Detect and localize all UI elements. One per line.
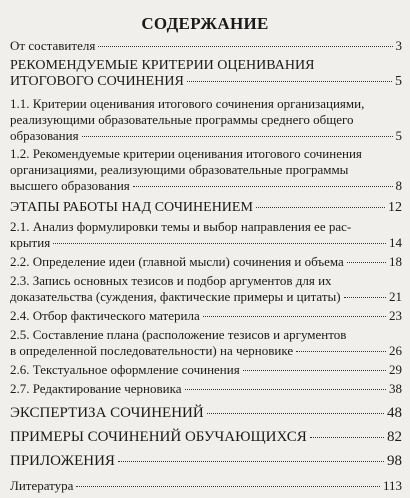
page-number: 26 — [389, 343, 402, 358]
entry-title: высшего образования — [10, 178, 130, 193]
toc-entry-1-2[interactable] — [10, 146, 402, 194]
entry-title: 2.6. Текстуальное оформление сочинения — [10, 362, 240, 377]
entry-title: ЭКСПЕРТИЗА СОЧИНЕНИЙ — [10, 405, 204, 421]
page-number: 82 — [387, 429, 402, 445]
entry-title-line: 1.1. Критерии оценивания итогового сочинения организациями, — [10, 96, 365, 111]
toc-entry-stages[interactable] — [10, 200, 402, 216]
page-number: 5 — [395, 74, 402, 89]
dot-leader — [133, 186, 393, 187]
entry-title: 2.4. Отбор фактического материла — [10, 308, 200, 323]
entry-title: От составителя — [10, 38, 96, 53]
dot-leader — [203, 316, 386, 317]
dot-leader — [185, 389, 387, 390]
dot-leader — [82, 136, 393, 137]
page-number: 8 — [395, 178, 402, 193]
entry-title: крытия — [10, 235, 51, 250]
toc-entry-examples[interactable] — [10, 429, 402, 445]
page-number: 3 — [395, 38, 402, 53]
toc-entry-2-3[interactable] — [10, 273, 402, 305]
page-number: 113 — [382, 478, 402, 493]
page-number: 23 — [389, 308, 402, 323]
entry-title: ПРИЛОЖЕНИЯ — [10, 453, 115, 469]
entry-title: в определенной последовательности) на черновике — [10, 343, 294, 358]
page-number: 18 — [389, 254, 402, 269]
entry-title: образования — [10, 128, 79, 143]
entry-title: ИТОГОВОГО СОЧИНЕНИЯ — [10, 74, 184, 89]
toc-entry-criteria[interactable] — [10, 58, 402, 90]
dot-leader — [76, 486, 380, 487]
toc-entry-literature[interactable] — [10, 478, 402, 494]
dot-leader — [98, 46, 392, 47]
page-number: 14 — [389, 235, 402, 250]
table-of-contents — [10, 38, 402, 494]
toc-entry-2-2[interactable] — [10, 254, 402, 270]
toc-entry-2-1[interactable] — [10, 219, 402, 251]
entry-title-line: 2.1. Анализ формулировки темы и выбор направления ее рас- — [10, 219, 352, 234]
toc-entry-appendices[interactable] — [10, 453, 402, 469]
toc-entry-2-6[interactable] — [10, 362, 402, 378]
entry-title: 2.2. Определение идеи (главной мысли) сочинения и объема — [10, 254, 344, 269]
toc-entry-1-1[interactable] — [10, 96, 402, 144]
entry-title-line: реализующими образовательные программы среднего общего — [10, 112, 354, 127]
dot-leader — [344, 297, 386, 298]
page-number: 5 — [395, 128, 402, 143]
entry-title: ПРИМЕРЫ СОЧИНЕНИЙ ОБУЧАЮЩИХСЯ — [10, 429, 307, 445]
dot-leader — [187, 81, 392, 82]
entry-title-line: 2.3. Запись основных тезисов и подбор аргументов для их — [10, 273, 332, 288]
page-number: 21 — [389, 289, 402, 304]
page-number: 98 — [387, 453, 402, 469]
dot-leader — [310, 437, 384, 438]
dot-leader — [118, 461, 384, 462]
toc-entry-foreword[interactable] — [10, 38, 402, 54]
entry-title: 2.7. Редактирование черновика — [10, 381, 182, 396]
toc-entry-2-4[interactable] — [10, 308, 402, 324]
page-number: 38 — [389, 381, 402, 396]
page-number: 12 — [388, 200, 402, 215]
entry-title-line: 2.5. Составление плана (расположение тезисов и аргументов — [10, 327, 347, 342]
dot-leader — [243, 370, 386, 371]
page-number: 48 — [387, 405, 402, 421]
entry-title: ЭТАПЫ РАБОТЫ НАД СОЧИНЕНИЕМ — [10, 200, 253, 215]
entry-title: Литература — [10, 478, 74, 493]
page-number: 29 — [389, 362, 402, 377]
toc-entry-2-7[interactable] — [10, 381, 402, 397]
dot-leader — [256, 207, 385, 208]
toc-entry-expertise[interactable] — [10, 405, 402, 421]
dot-leader — [296, 351, 386, 352]
page-title: СОДЕРЖАНИЕ — [141, 14, 269, 33]
entry-title-line: 1.2. Рекомендуемые критерии оценивания итогового сочинения — [10, 146, 362, 161]
entry-title: доказательства (суждения, фактические примеры и цитаты) — [10, 289, 341, 304]
entry-title-line: организациями, реализующими образовательные программы — [10, 162, 349, 177]
dot-leader — [53, 243, 386, 244]
toc-entry-2-5[interactable] — [10, 327, 402, 359]
entry-title-line: РЕКОМЕНДУЕМЫЕ КРИТЕРИИ ОЦЕНИВАНИЯ — [10, 58, 315, 73]
dot-leader — [347, 262, 386, 263]
dot-leader — [207, 413, 384, 414]
